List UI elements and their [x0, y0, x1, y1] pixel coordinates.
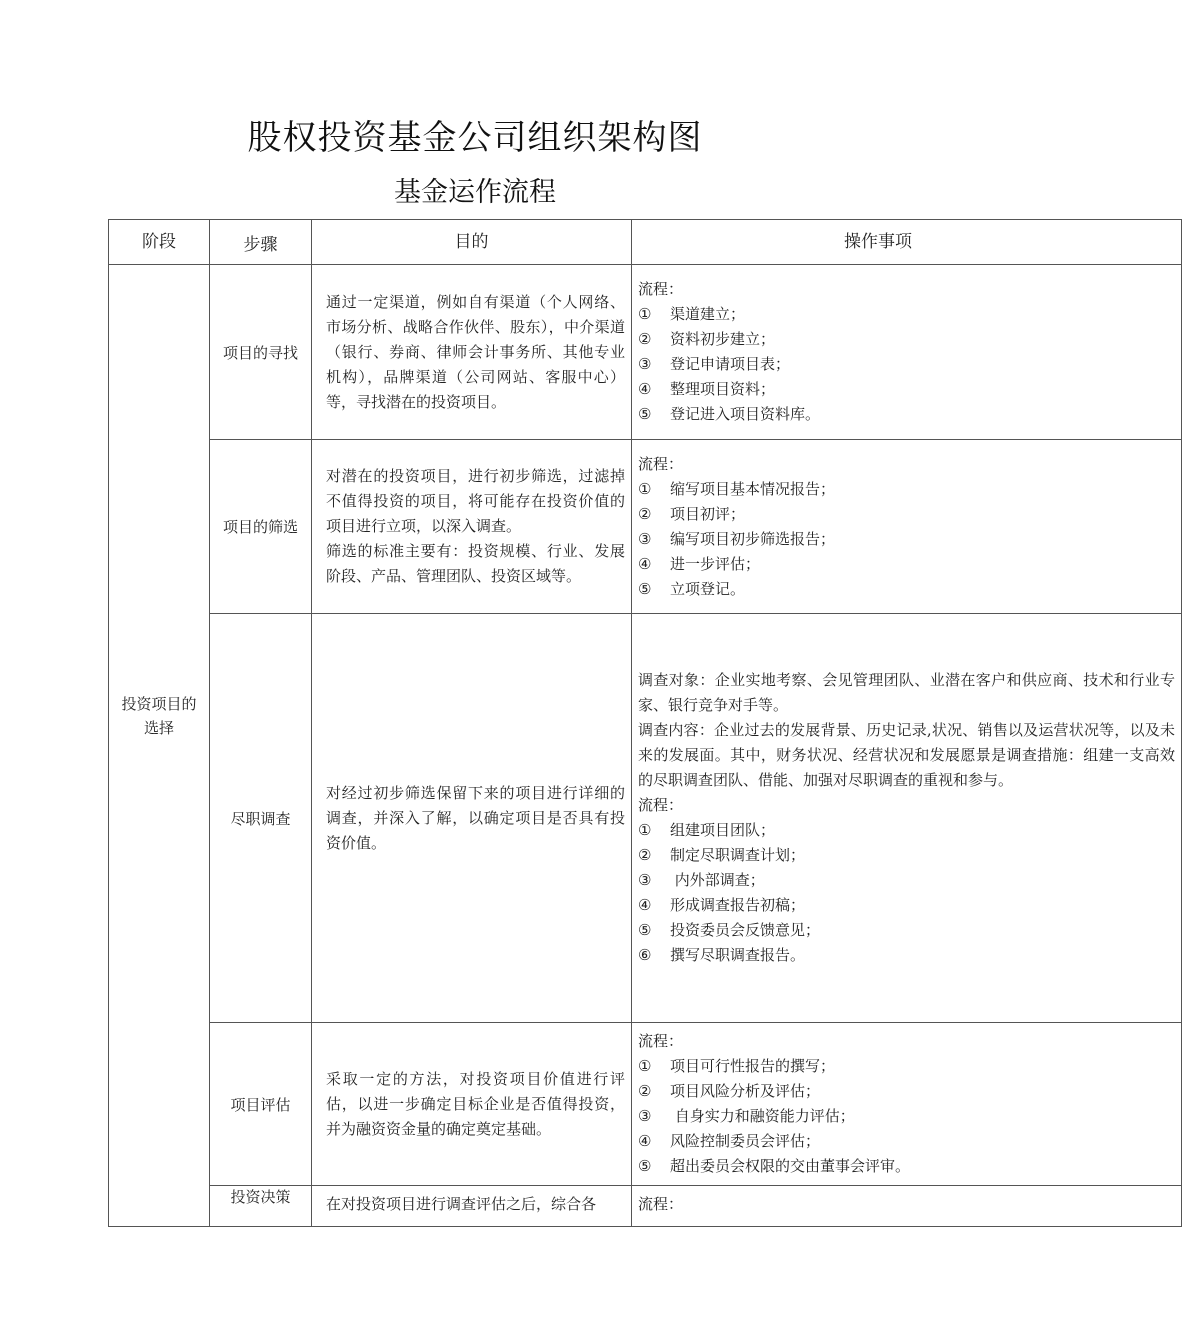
step-number-marker: ①	[638, 479, 652, 498]
step-number-marker: ②	[638, 1082, 652, 1100]
table-row	[109, 440, 1182, 614]
process-step-text: 内外部调查；	[670, 871, 765, 889]
process-table-container	[108, 219, 1175, 1213]
process-step-text: 制定尽职调查计划；	[670, 846, 806, 864]
purpose-text: 筛选的标准主要有：投资规模、行业、发展阶段、产品、管理团队、投资区域等。	[326, 542, 625, 585]
purpose-cell	[312, 1023, 632, 1186]
process-step-text: 项目可行性报告的撰写；	[670, 1057, 836, 1075]
process-step-item	[638, 818, 1175, 843]
process-step-item	[638, 1104, 1175, 1129]
operations-cell	[632, 614, 1182, 1023]
process-step-text: 立项登记。	[670, 579, 746, 598]
process-step-text: 组建项目团队；	[670, 821, 776, 839]
process-label: 流程：	[638, 454, 684, 473]
process-step-text: 渠道建立；	[670, 305, 746, 323]
step-number-marker: ②	[638, 330, 652, 348]
process-step-item	[638, 552, 1175, 577]
purpose-text: 采取一定的方法，对投资项目价值进行评估，以进一步确定目标企业是否值得投资，并为融资资金量的确定奠定基础。	[326, 1069, 625, 1138]
table-body	[109, 265, 1182, 1227]
process-step-text: 登记申请项目表；	[670, 355, 791, 373]
page-title: 股权投资基金公司组织架构图	[247, 118, 703, 158]
process-step-text: 超出委员会权限的交由董事会评审。	[670, 1157, 911, 1175]
process-step-item	[638, 352, 1175, 377]
process-step-item	[638, 402, 1175, 427]
process-step-item	[638, 843, 1175, 868]
header-operations: 操作事项	[632, 220, 1182, 265]
process-step-item	[638, 918, 1175, 943]
step-number-marker: ⑤	[638, 921, 652, 939]
purpose-text: 对经过初步筛选保留下来的项目进行详细的调查，并深入了解，以确定项目是否具有投资价值。	[326, 783, 625, 852]
step-number-marker: ④	[638, 380, 652, 398]
process-step-item	[638, 377, 1175, 402]
purpose-text: 在对投资项目进行调查评估之后，综合各	[326, 1195, 597, 1213]
process-step-text: 登记进入项目资料库。	[670, 405, 821, 423]
step-number-marker: ③	[638, 529, 652, 548]
step-number-marker: ④	[638, 554, 652, 573]
process-step-item	[638, 1154, 1175, 1179]
step-cell: 尽职调查	[210, 614, 312, 1023]
step-number-marker: ④	[638, 896, 652, 914]
table-row	[109, 265, 1182, 440]
operations-description: 调查对象：企业实地考察、会见管理团队、业潜在客户和供应商、技术和行业专家、银行竞争对手等。	[638, 671, 1175, 714]
purpose-cell	[312, 614, 632, 1023]
purpose-cell	[312, 440, 632, 614]
step-cell: 项目的筛选	[210, 440, 312, 614]
process-step-item	[638, 327, 1175, 352]
step-number-marker: ②	[638, 846, 652, 864]
process-step-text: 缩写项目基本情况报告；	[670, 479, 836, 498]
process-step-text: 自身实力和融资能力评估；	[670, 1107, 855, 1125]
process-step-item	[638, 1054, 1175, 1079]
purpose-cell	[312, 265, 632, 440]
step-number-marker: ⑤	[638, 1157, 652, 1175]
table-row	[109, 1023, 1182, 1186]
step-number-marker: ③	[638, 1107, 652, 1125]
process-step-text: 风险控制委员会评估；	[670, 1132, 821, 1150]
operations-description: 调查内容：企业过去的发展背景、历史记录,状况、销售以及运营状况等，以及未来的发展面。其中，财务状况、经营状况和发展愿景是调查措施：组建一支高效的尽职调查团队、借能、加强对尽职调查的重视和参与。	[638, 721, 1175, 789]
operations-cell	[632, 265, 1182, 440]
process-step-item	[638, 577, 1175, 602]
step-number-marker: ⑤	[638, 579, 652, 598]
step-cell: 项目评估	[210, 1023, 312, 1186]
step-number-marker: ①	[638, 821, 652, 839]
process-step-text: 项目风险分析及评估；	[670, 1082, 821, 1100]
header-stage: 阶段	[109, 220, 210, 265]
process-step-item	[638, 477, 1175, 502]
step-number-marker: ②	[638, 504, 652, 523]
header-purpose: 目的	[312, 220, 632, 265]
purpose-text: 对潜在的投资项目，进行初步筛选，过滤掉不值得投资的项目，将可能存在投资价值的项目进行立项，以深入调查。	[326, 467, 625, 535]
table-header-row	[109, 220, 1182, 265]
process-table	[108, 219, 1182, 1227]
stage-cell: 投资项目的选择	[109, 265, 210, 1227]
process-step-item	[638, 527, 1175, 552]
process-step-item	[638, 302, 1175, 327]
process-label: 流程：	[638, 796, 684, 814]
process-step-text: 资料初步建立；	[670, 330, 776, 348]
header-step: 步骤	[210, 220, 312, 265]
step-number-marker: ①	[638, 1057, 652, 1075]
process-step-item	[638, 893, 1175, 918]
process-label: 流程：	[638, 280, 684, 298]
step-number-marker: ④	[638, 1132, 652, 1150]
step-number-marker: ③	[638, 871, 652, 889]
process-step-text: 项目初评；	[670, 504, 746, 523]
process-step-text: 形成调查报告初稿；	[670, 896, 806, 914]
process-step-text: 整理项目资料；	[670, 380, 776, 398]
process-step-item	[638, 502, 1175, 527]
process-step-text: 进一步评估；	[670, 554, 761, 573]
purpose-cell	[312, 1186, 632, 1227]
process-step-text: 投资委员会反馈意见；	[670, 921, 821, 939]
process-label: 流程：	[638, 1032, 684, 1050]
process-step-text: 撰写尽职调查报告。	[670, 946, 806, 964]
step-cell: 项目的寻找	[210, 265, 312, 440]
page-subtitle: 基金运作流程	[394, 177, 556, 208]
process-step-item	[638, 943, 1175, 968]
purpose-text: 通过一定渠道，例如自有渠道（个人网络、市场分析、战略合作伙伴、股东），中介渠道（银行、券商、律师会计事务所、其他专业机构），品牌渠道（公司网站、客服中心）等，寻找潜在的投资项目。	[326, 292, 625, 411]
process-step-item	[638, 868, 1175, 893]
process-step-text: 编写项目初步筛选报告；	[670, 529, 836, 548]
step-number-marker: ⑥	[638, 946, 652, 964]
operations-cell	[632, 1186, 1182, 1227]
step-cell: 投资决策	[210, 1186, 312, 1227]
process-step-item	[638, 1129, 1175, 1154]
operations-cell	[632, 1023, 1182, 1186]
step-number-marker: ⑤	[638, 405, 652, 423]
step-number-marker: ③	[638, 355, 652, 373]
step-number-marker: ①	[638, 305, 652, 323]
table-row	[109, 1186, 1182, 1227]
process-step-item	[638, 1079, 1175, 1104]
process-label: 流程：	[638, 1195, 684, 1213]
operations-cell	[632, 440, 1182, 614]
table-row	[109, 614, 1182, 1023]
